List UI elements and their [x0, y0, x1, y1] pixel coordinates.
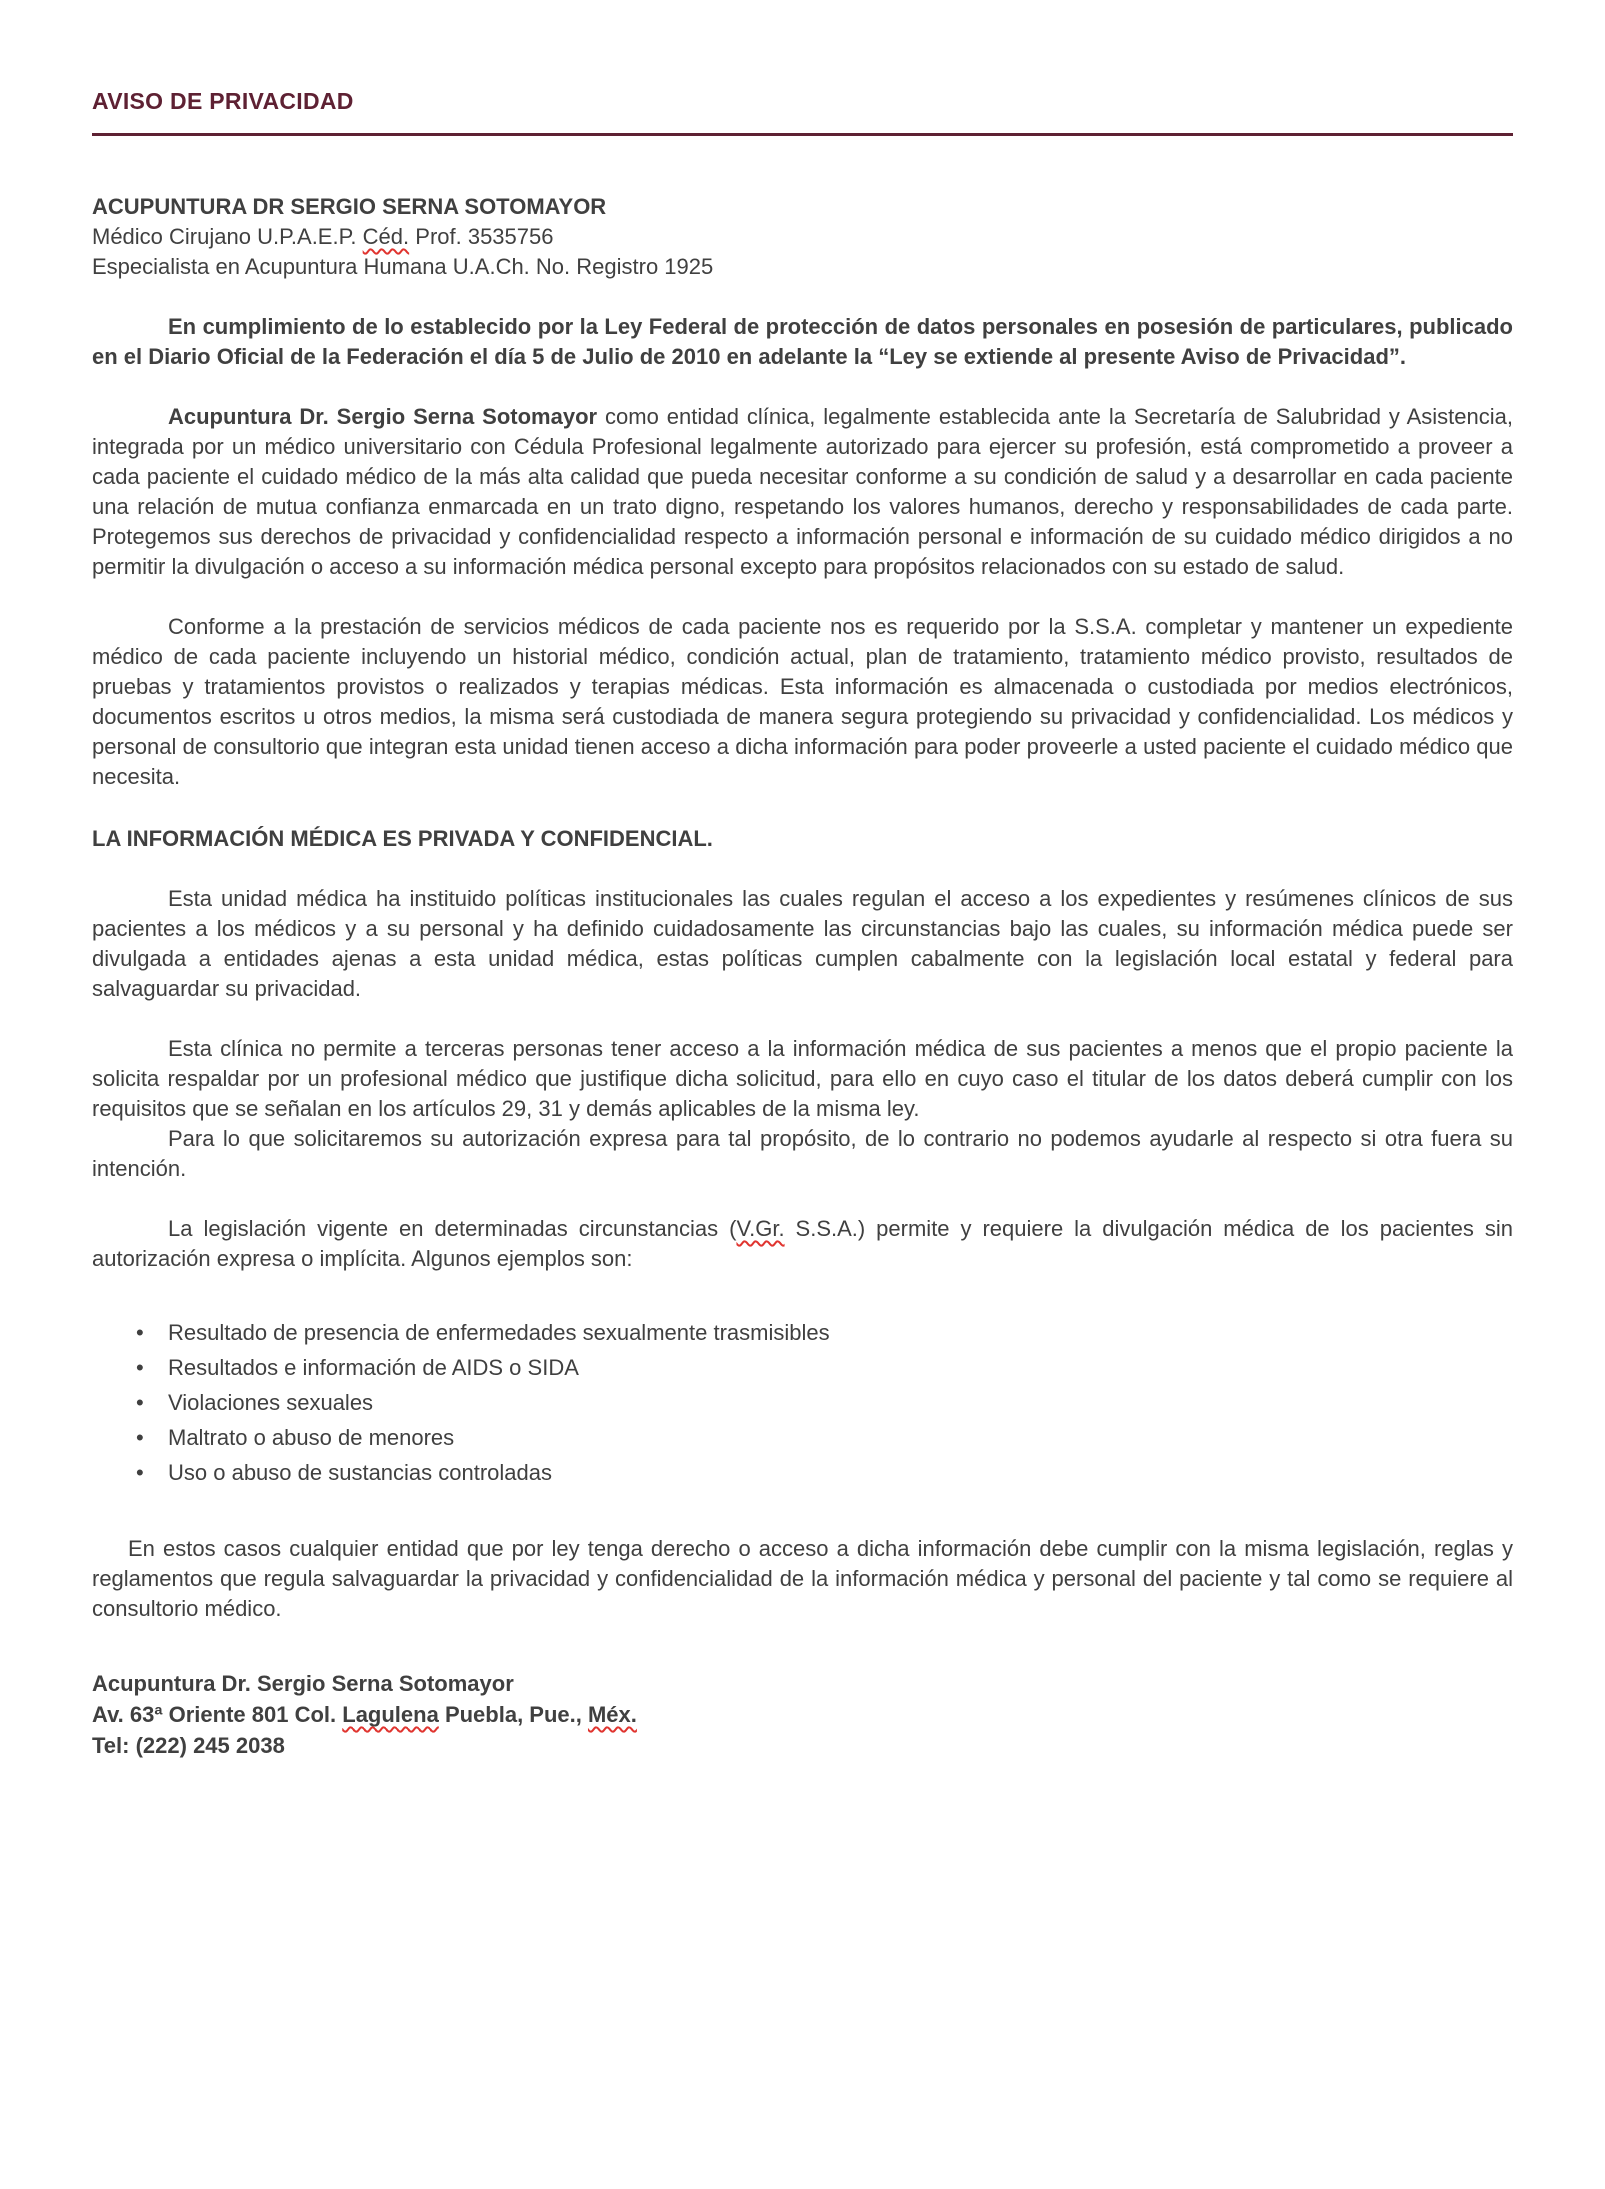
footer-address-word1-spellcheck: Lagulena	[342, 1702, 439, 1727]
page-title: AVISO DE PRIVACIDAD	[92, 88, 354, 114]
clinic-footer	[92, 1668, 1513, 1761]
paragraph-third-parties: Esta clínica no permite a terceras personas tener acceso a la información médica de sus pacientes a menos que el propio paciente la solicita respaldar por un profesional médico que justifique dicha solicitud, para ello en cuyo caso el titular de los datos deberá cumplir con los requisitos que se señalan en los artículos 29, 31 y demás aplicables de la misma ley.	[92, 1036, 1513, 1121]
paragraph-ssa-records: Conforme a la prestación de servicios médicos de cada paciente nos es requerido por la S.S.A. completar y mantener un expediente médico de cada paciente incluyendo un historial médico, condición actual, plan de tratamiento, tratamiento médico provisto, resultados de pruebas y tratamientos provistos o realizados y terapias médicas. Esta información es almacenada o custodiada por medios electrónicos, documentos escritos u otros medios, la misma será custodiada de manera segura protegiendo su privacidad y confidencialidad. Los médicos y personal de consultorio que integran esta unidad tienen acceso a dicha información para poder proveerle a usted paciente el cuidado médico que necesita.	[92, 614, 1513, 789]
examples-list	[92, 1318, 1513, 1488]
paragraph-clinic-intro	[92, 402, 1513, 582]
footer-address-mid: Puebla, Pue.,	[438, 1702, 588, 1727]
footer-address-word2-spellcheck: Méx.	[587, 1702, 637, 1727]
footer-address-pre: Av. 63ª Oriente 801 Col.	[92, 1702, 343, 1727]
footer-address	[92, 1699, 1513, 1730]
examples-intro-pre: La legislación vigente en determinadas circunstancias (	[168, 1216, 737, 1241]
examples-abbr-spellcheck: V.Gr.	[736, 1216, 785, 1241]
clinic-specialty: Especialista en Acupuntura Humana U.A.Ch. No. Registro 1925	[92, 254, 714, 279]
clinic-header	[92, 192, 1513, 282]
section-heading-confidential: LA INFORMACIÓN MÉDICA ES PRIVADA Y CONFIDENCIAL.	[92, 826, 713, 851]
list-item: • Uso o abuso de sustancias controladas	[92, 1458, 1513, 1488]
paragraph-clinic-rest: como entidad clínica, legalmente establecida ante la Secretaría de Salubridad y Asistencia, integrada por un médico universitario con Cédula Profesional legalmente autorizado para ejercer su profesión, está comprometido a proveer a cada paciente el cuidado médico de la más alta calidad que pueda necesitar conforme a su condición de salud y a desarrollar en cada paciente una relación de mutua confianza enmarcada en un trato digno, respetando los valores humanos, derecho y responsabilidades de cada parte. Protegemos sus derechos de privacidad y confidencialidad respecto a información personal e información de su cuidado médico dirigidos a no permitir la divulgación o acceso a su información médica personal excepto para propósitos relacionados con su estado de salud.	[92, 404, 1514, 579]
paragraph-law: En cumplimiento de lo establecido por la Ley Federal de protección de datos personales en posesión de particulares, publicado en el Diario Oficial de la Federación el día 5 de Julio de 2010 en adelante la “Ley se extiende al presente Aviso de Privacidad”.	[92, 314, 1513, 369]
list-item: • Maltrato o abuso de menores	[92, 1423, 1513, 1453]
title-divider	[92, 133, 1513, 136]
paragraph-compliance: En estos casos cualquier entidad que por ley tenga derecho o acceso a dicha información debe cumplir con la misma legislación, reglas y reglamentos que regula salvaguardar la privacidad y confidencialidad de la información médica y personal del paciente y tal como se requiere al consultorio médico.	[92, 1536, 1513, 1621]
credential-abbr-spellcheck: Céd.	[362, 224, 410, 249]
list-item: • Resultado de presencia de enfermedades sexualmente trasmisibles	[92, 1318, 1513, 1348]
paragraph-policies: Esta unidad médica ha instituido políticas institucionales las cuales regulan el acceso a los expedientes y resúmenes clínicos de sus pacientes a los médicos y a su personal y ha definido cuidadosamente las circunstancias bajo las cuales, su información médica puede ser divulgada a entidades ajenas a esta unidad médica, estas políticas cumplen cabalmente con la legislación local estatal y federal para salvaguardar su privacidad.	[92, 886, 1513, 1001]
footer-name: Acupuntura Dr. Sergio Serna Sotomayor	[92, 1671, 514, 1696]
list-item: • Resultados e información de AIDS o SIDA	[92, 1353, 1513, 1383]
footer-phone: Tel: (222) 245 2038	[92, 1733, 285, 1758]
credential-text-post: Prof. 3535756	[409, 224, 554, 249]
examples-intro-post: S.S.A.) permite y requiere la divulgación médica de los pacientes sin autorización expresa o implícita. Algunos ejemplos son:	[92, 1216, 1513, 1271]
paragraph-examples-intro	[92, 1214, 1513, 1274]
clinic-credential	[92, 222, 1513, 252]
credential-text-pre: Médico Cirujano U.P.A.E.P.	[92, 224, 363, 249]
paragraph-clinic-lead: Acupuntura Dr. Sergio Serna Sotomayor	[168, 404, 598, 429]
clinic-name: ACUPUNTURA DR SERGIO SERNA SOTOMAYOR	[92, 194, 607, 219]
list-item: • Violaciones sexuales	[92, 1388, 1513, 1418]
paragraph-authorization: Para lo que solicitaremos su autorización expresa para tal propósito, de lo contrario no podemos ayudarle al respecto si otra fuera su intención.	[92, 1126, 1513, 1181]
